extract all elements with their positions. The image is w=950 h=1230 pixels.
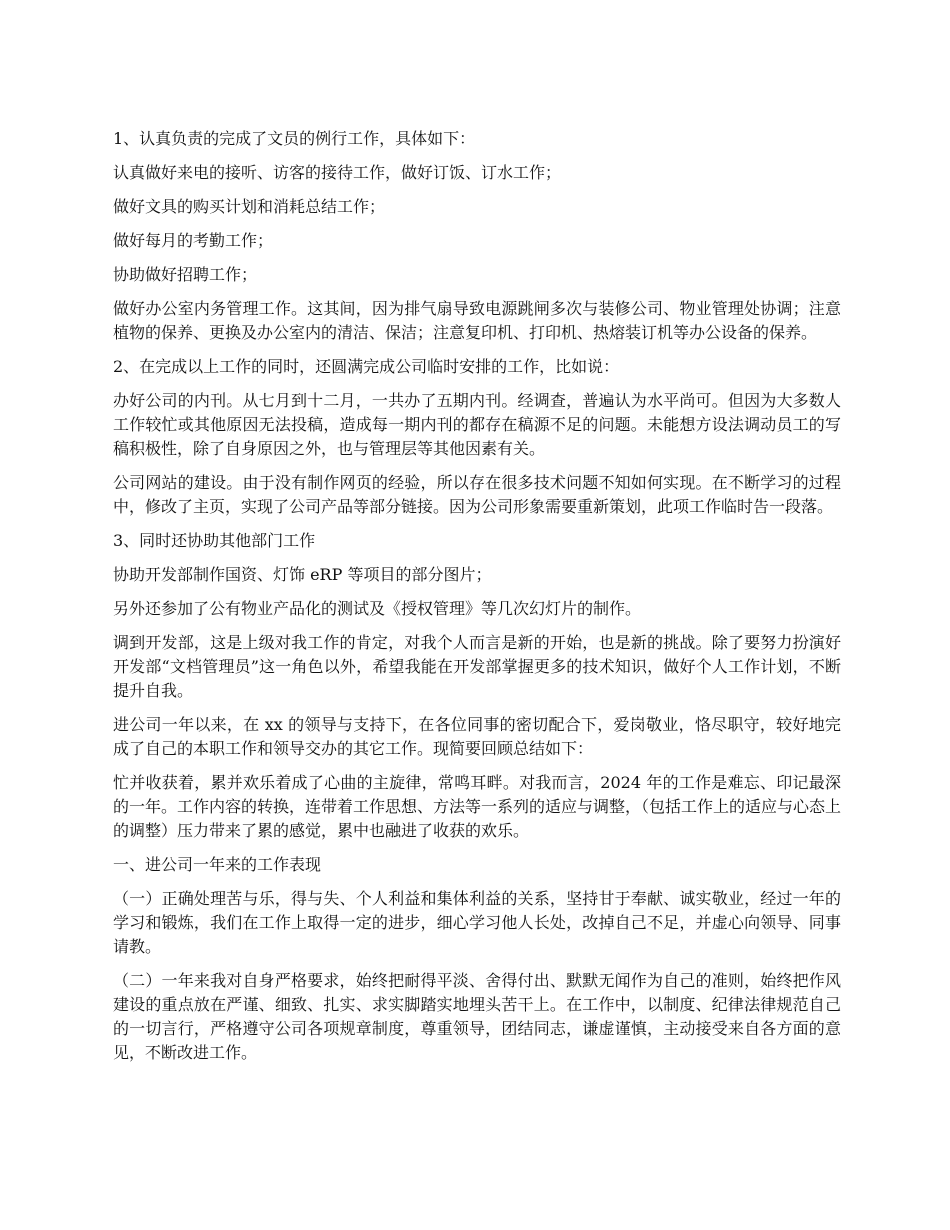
paragraph-busy-harvest: 忙并收获着，累并欢乐着成了心曲的主旋律，常鸣耳畔。对我而言，2024 年的工作是难忘、印记最深的一年。工作内容的转换，连带着工作思想、方法等一系列的适应与调整，（包括工作上的适应与心态上的调整）压力带来了累的感觉，累中也融进了收获的欢乐。	[113, 773, 842, 840]
heading-performance: 一、进公司一年来的工作表现	[113, 855, 322, 874]
document-body	[113, 127, 841, 1075]
paragraph-transfer: 调到开发部，这是上级对我工作的肯定，对我个人而言是新的开始，也是新的挑战。除了要努力扮演好开发部“文档管理员”这一角色以外，希望我能在开发部掌握更多的技术知识，做好个人工作计划，不断提升自我。	[113, 633, 841, 700]
paragraph-attendance: 做好每月的考勤工作；	[113, 231, 274, 250]
paragraph-point-one: （一）正确处理苦与乐，得与失、个人利益和集体利益的关系，坚持甘于奉献、诚实敬业，经过一年的学习和锻炼，我们在工作上取得一定的进步，细心学习他人长处，改掉自己不足，并虚心向领导、同事请教。	[113, 889, 841, 956]
heading-section-1: 1、认真负责的完成了文员的例行工作，具体如下：	[113, 129, 476, 148]
paragraph-phone-visitor: 认真做好来电的接听、访客的接待工作，做好订饭、订水工作；	[113, 163, 562, 182]
paragraph-slides: 另外还参加了公有物业产品化的测试及《授权管理》等几次幻灯片的制作。	[113, 599, 642, 618]
paragraph-recruitment: 协助做好招聘工作；	[113, 265, 258, 284]
paragraph-stationery: 做好文具的购买计划和消耗总结工作；	[113, 197, 386, 216]
paragraph-dev-images: 协助开发部制作国资、灯饰 eRP 等项目的部分图片；	[113, 565, 492, 584]
heading-section-2: 2、在完成以上工作的同时，还圆满完成公司临时安排的工作，比如说：	[113, 357, 620, 376]
paragraph-point-two: （二）一年来我对自身严格要求，始终把耐得平淡、舍得付出、默默无闻作为自己的准则，始终把作风建设的重点放在严谨、细致、扎实、求实脚踏实地埋头苦干上。在工作中，以制度、纪律法律规范自己的一切言行，严格遵守公司各项规章制度，尊重领导，团结同志，谦虚谨慎，主动接受来自各方面的意见，不断改进工作。	[113, 971, 841, 1062]
heading-section-3: 3、同时还协助其他部门工作	[113, 531, 316, 550]
paragraph-office-management: 做好办公室内务管理工作。这其间，因为排气扇导致电源跳闸多次与装修公司、物业管理处协调；注意植物的保养、更换及办公室内的清洁、保洁；注意复印机、打印机、热熔装订机等办公设备的保养。	[113, 299, 841, 342]
paragraph-website: 公司网站的建设。由于没有制作网页的经验，所以存在很多技术问题不知如何实现。在不断学习的过程中，修改了主页，实现了公司产品等部分链接。因为公司形象需要重新策划，此项工作临时告一段落。	[113, 473, 841, 516]
paragraph-one-year-intro: 进公司一年以来，在 xx 的领导与支持下，在各位同事的密切配合下，爱岗敬业，恪尽职守，较好地完成了自己的本职工作和领导交办的其它工作。现简要回顾总结如下：	[113, 715, 841, 758]
paragraph-internal-magazine: 办好公司的内刊。从七月到十二月，一共办了五期内刊。经调查，普遍认为水平尚可。但因为大多数人工作较忙或其他原因无法投稿，造成每一期内刊的都存在稿源不足的问题。未能想方设法调动员工的写稿积极性，除了自身原因之外，也与管理层等其他因素有关。	[113, 391, 841, 458]
